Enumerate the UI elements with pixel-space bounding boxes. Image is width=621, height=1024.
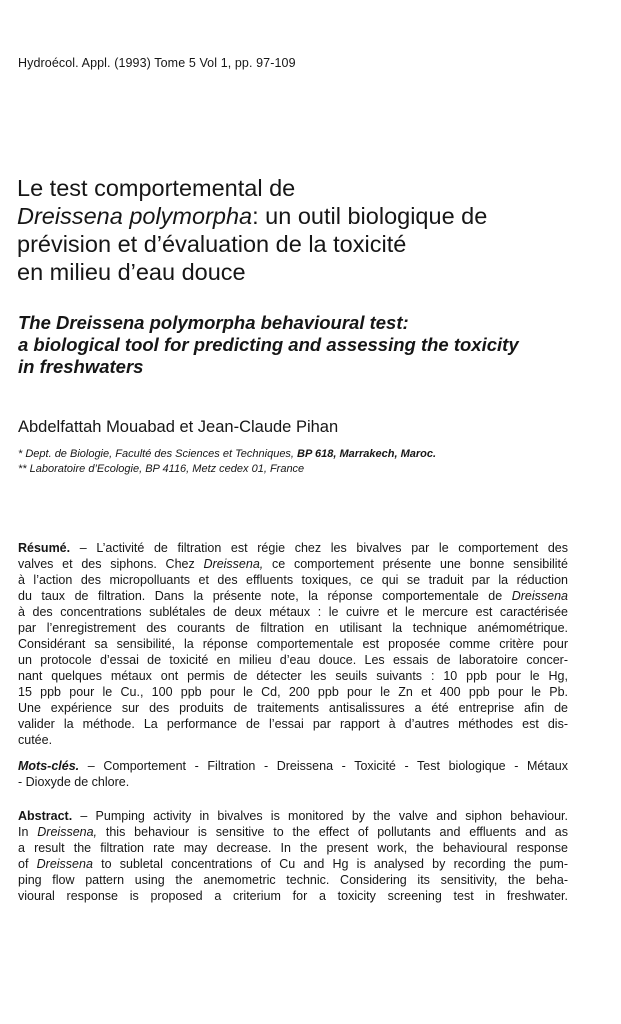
resume-species: Dreissena, [203, 557, 264, 571]
affiliations [18, 447, 608, 477]
resume-line [18, 588, 568, 604]
resume-paragraph [18, 540, 568, 748]
resume-line: Une expérience sur des produits de traitements antisalissures a été entreprise afin de [18, 701, 568, 715]
species-name: Dreissena polymorpha [17, 203, 253, 229]
abstract-label: Abstract. [18, 809, 73, 823]
affiliation-1-address: BP 618, Marrakech, Maroc. [297, 448, 437, 460]
english-title-line-2: a biological tool for predicting and assessing the toxicity [18, 334, 519, 355]
keywords-line: - Dioxyde de chlore. [18, 775, 130, 789]
abstract-text: – Pumping activity in bivalves is monitored by the valve and siphon behaviour. [72, 809, 568, 823]
english-title [18, 312, 608, 378]
abstract-line: vioural response is proposed a criterium for a toxicity screening test in freshwater. [18, 889, 568, 903]
resume-text: valves et des siphons. Chez [18, 557, 204, 571]
french-title-line-2 [17, 202, 607, 230]
resume-line: 15 ppb pour le Cu., 100 ppb pour le Cd, 200 ppb pour le Zn et 400 ppb pour le Pb. [18, 685, 568, 699]
resume-line: par l’enregistrement des courants de filtration en utilisant la technique anémométrique. [18, 621, 568, 635]
abstract-line [18, 856, 568, 872]
abstract-species: Dreissena [36, 857, 93, 871]
resume-line: à l’action des micropolluants et des effluents toxiques, ce qui se traduit par la réduction [18, 573, 568, 587]
abstract-line [18, 824, 568, 840]
abstract-text: this behaviour is sensitive to the effect of pollutants and effluents and as [97, 825, 569, 839]
resume-text: du taux de filtration. Dans la présente note, la réponse comportementale de [18, 589, 512, 603]
resume-line [18, 540, 568, 556]
abstract-paragraph [18, 808, 568, 904]
french-title-line-3: prévision et d’évaluation de la toxicité [17, 231, 407, 257]
abstract-line: a result the filtration rate may decrease. In the present work, the behavioural response [18, 841, 568, 855]
resume-line [18, 556, 568, 572]
resume-line: à des concentrations sublétales de deux métaux : le cuivre et le mercure est caractérisée [18, 605, 568, 619]
affiliation-1 [18, 447, 608, 462]
keywords-text: – Comportement - Filtration - Dreissena - Toxicité - Test biologique - Métaux [79, 759, 568, 773]
french-title [17, 174, 607, 286]
keywords-line [18, 758, 568, 774]
resume-line: un protocole d’essai de toxicité en milieu d’eau douce. Les essais de laboratoire concer- [18, 653, 568, 667]
resume-line: Considérant sa sensibilité, la réponse comportementale est proposée comme critère pour [18, 637, 568, 651]
resume-line: valider la méthode. La performance de l’essai par rapport à d’autres méthodes est dis- [18, 717, 568, 731]
affiliation-1-mark: * [18, 448, 26, 460]
english-title-line-3: in freshwaters [18, 356, 144, 377]
abstract-text: to subletal concentrations of Cu and Hg is analysed by recording the pum- [92, 857, 568, 871]
affiliation-2-mark: ** [18, 463, 30, 475]
resume-label: Résumé. [18, 541, 71, 555]
english-title-line-1: The Dreissena polymorpha behavioural test: [18, 312, 409, 333]
keywords-label: Mots-clés. [18, 759, 80, 773]
resume-text: ce comportement présente une bonne sensibilité [263, 557, 568, 571]
french-title-line-2-rest: : un outil biologique de [252, 203, 488, 229]
french-title-line-4: en milieu d’eau douce [17, 259, 246, 285]
resume-species: Dreissena [511, 589, 568, 603]
affiliation-1-text: Dept. de Biologie, Faculté des Sciences et Techniques, [25, 448, 298, 460]
resume-line: nant quelques métaux ont permis de détecter les seuils suivants : 10 ppb pour le Hg, [18, 669, 568, 683]
abstract-species: Dreissena, [37, 825, 98, 839]
journal-citation: Hydroécol. Appl. (1993) Tome 5 Vol 1, pp. 97-109 [18, 56, 296, 70]
resume-text: – L’activité de filtration est régie chez les bivalves par le comportement des [70, 541, 568, 555]
abstract-line [18, 808, 568, 824]
affiliation-2-text: Laboratoire d’Ecologie, BP 4116, Metz cedex 01, France [29, 463, 305, 475]
abstract-text: In [18, 825, 38, 839]
keywords-paragraph [18, 758, 568, 790]
affiliation-2 [18, 462, 608, 477]
authors: Abdelfattah Mouabad et Jean-Claude Pihan [18, 418, 339, 436]
resume-line: cutée. [18, 733, 53, 747]
french-title-line-1: Le test comportemental de [17, 175, 296, 201]
abstract-text: of [18, 857, 37, 871]
abstract-line: ping flow pattern using the anemometric technic. Considering its sensitivity, the beha- [18, 873, 568, 887]
